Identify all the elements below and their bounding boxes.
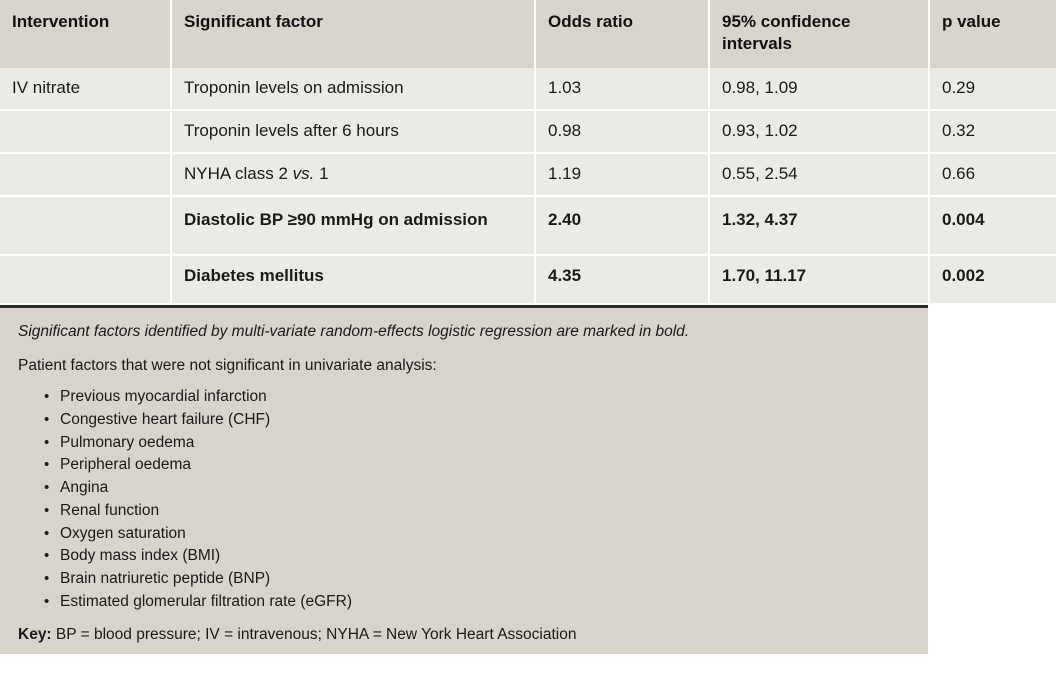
cell-odds-ratio: 4.35 xyxy=(535,255,709,304)
footnote-emphasis: Significant factors identified by multi-variate random-effects logistic regression are marked in bold. xyxy=(18,322,690,340)
list-item: • Brain natriuretic peptide (BNP) xyxy=(44,568,910,591)
footnote-key-label: Key: xyxy=(18,625,52,643)
footnote-lead: Patient factors that were not significant in univariate analysis: xyxy=(18,356,437,374)
list-item: • Previous myocardial infarction xyxy=(44,386,910,409)
list-item: • Pulmonary oedema xyxy=(44,432,910,455)
cell-odds-ratio: 1.19 xyxy=(535,153,709,196)
cell-intervention: IV nitrate xyxy=(0,68,171,110)
results-table xyxy=(0,0,1056,305)
cell-p-value: 0.66 xyxy=(929,153,1056,196)
cell-intervention xyxy=(0,255,171,304)
cell-intervention xyxy=(0,196,171,254)
results-table-container xyxy=(0,0,1001,305)
list-item: • Body mass index (BMI) xyxy=(44,545,910,568)
table-row xyxy=(0,196,1056,254)
cell-p-value: 0.32 xyxy=(929,110,1056,153)
list-item: • Oxygen saturation xyxy=(44,523,910,546)
cell-odds-ratio: 0.98 xyxy=(535,110,709,153)
list-item: • Angina xyxy=(44,477,910,500)
footnote-key xyxy=(18,626,910,644)
table-header xyxy=(0,0,1056,68)
cell-intervention xyxy=(0,110,171,153)
cell-significant-factor: Diastolic BP ≥90 mmHg on admission xyxy=(171,196,535,254)
column-header-odds-ratio: Odds ratio xyxy=(535,0,709,68)
table-header-row xyxy=(0,0,1056,68)
table-body xyxy=(0,68,1056,303)
cell-intervention xyxy=(0,153,171,196)
table-row xyxy=(0,153,1056,196)
cell-confidence-interval: 1.70, 11.17 xyxy=(709,255,929,304)
footnote-key-text: BP = blood pressure; IV = intravenous; NYHA = New York Heart Association xyxy=(51,625,577,643)
list-item: • Estimated glomerular filtration rate (eGFR) xyxy=(44,591,910,614)
column-header-p-value: p value xyxy=(929,0,1056,68)
cell-odds-ratio: 1.03 xyxy=(535,68,709,110)
factor-text-italic: vs. xyxy=(292,164,315,184)
column-header-intervention: Intervention xyxy=(0,0,171,68)
table-footnotes xyxy=(0,305,928,654)
cell-p-value: 0.29 xyxy=(929,68,1056,110)
cell-confidence-interval: 0.98, 1.09 xyxy=(709,68,929,110)
cell-significant-factor: Troponin levels after 6 hours xyxy=(171,110,535,153)
cell-confidence-interval: 1.32, 4.37 xyxy=(709,196,929,254)
cell-significant-factor: Troponin levels on admission xyxy=(171,68,535,110)
list-item: • Peripheral oedema xyxy=(44,454,910,477)
list-item: • Renal function xyxy=(44,500,910,523)
column-header-significant-factor: Significant factor xyxy=(171,0,535,68)
cell-odds-ratio: 2.40 xyxy=(535,196,709,254)
cell-confidence-interval: 0.55, 2.54 xyxy=(709,153,929,196)
factor-text-pre: NYHA class 2 xyxy=(184,164,293,184)
table-row xyxy=(0,110,1056,153)
cell-significant-factor: Diabetes mellitus xyxy=(171,255,535,304)
table-row xyxy=(0,255,1056,304)
table-row xyxy=(0,68,1056,110)
column-header-confidence-intervals: 95% confidence intervals xyxy=(709,0,929,68)
non-significant-factor-list xyxy=(18,386,910,614)
cell-significant-factor xyxy=(171,153,535,196)
factor-text-post: 1 xyxy=(314,164,329,184)
cell-p-value: 0.002 xyxy=(929,255,1056,304)
list-item: • Congestive heart failure (CHF) xyxy=(44,409,910,432)
cell-confidence-interval: 0.93, 1.02 xyxy=(709,110,929,153)
cell-p-value: 0.004 xyxy=(929,196,1056,254)
